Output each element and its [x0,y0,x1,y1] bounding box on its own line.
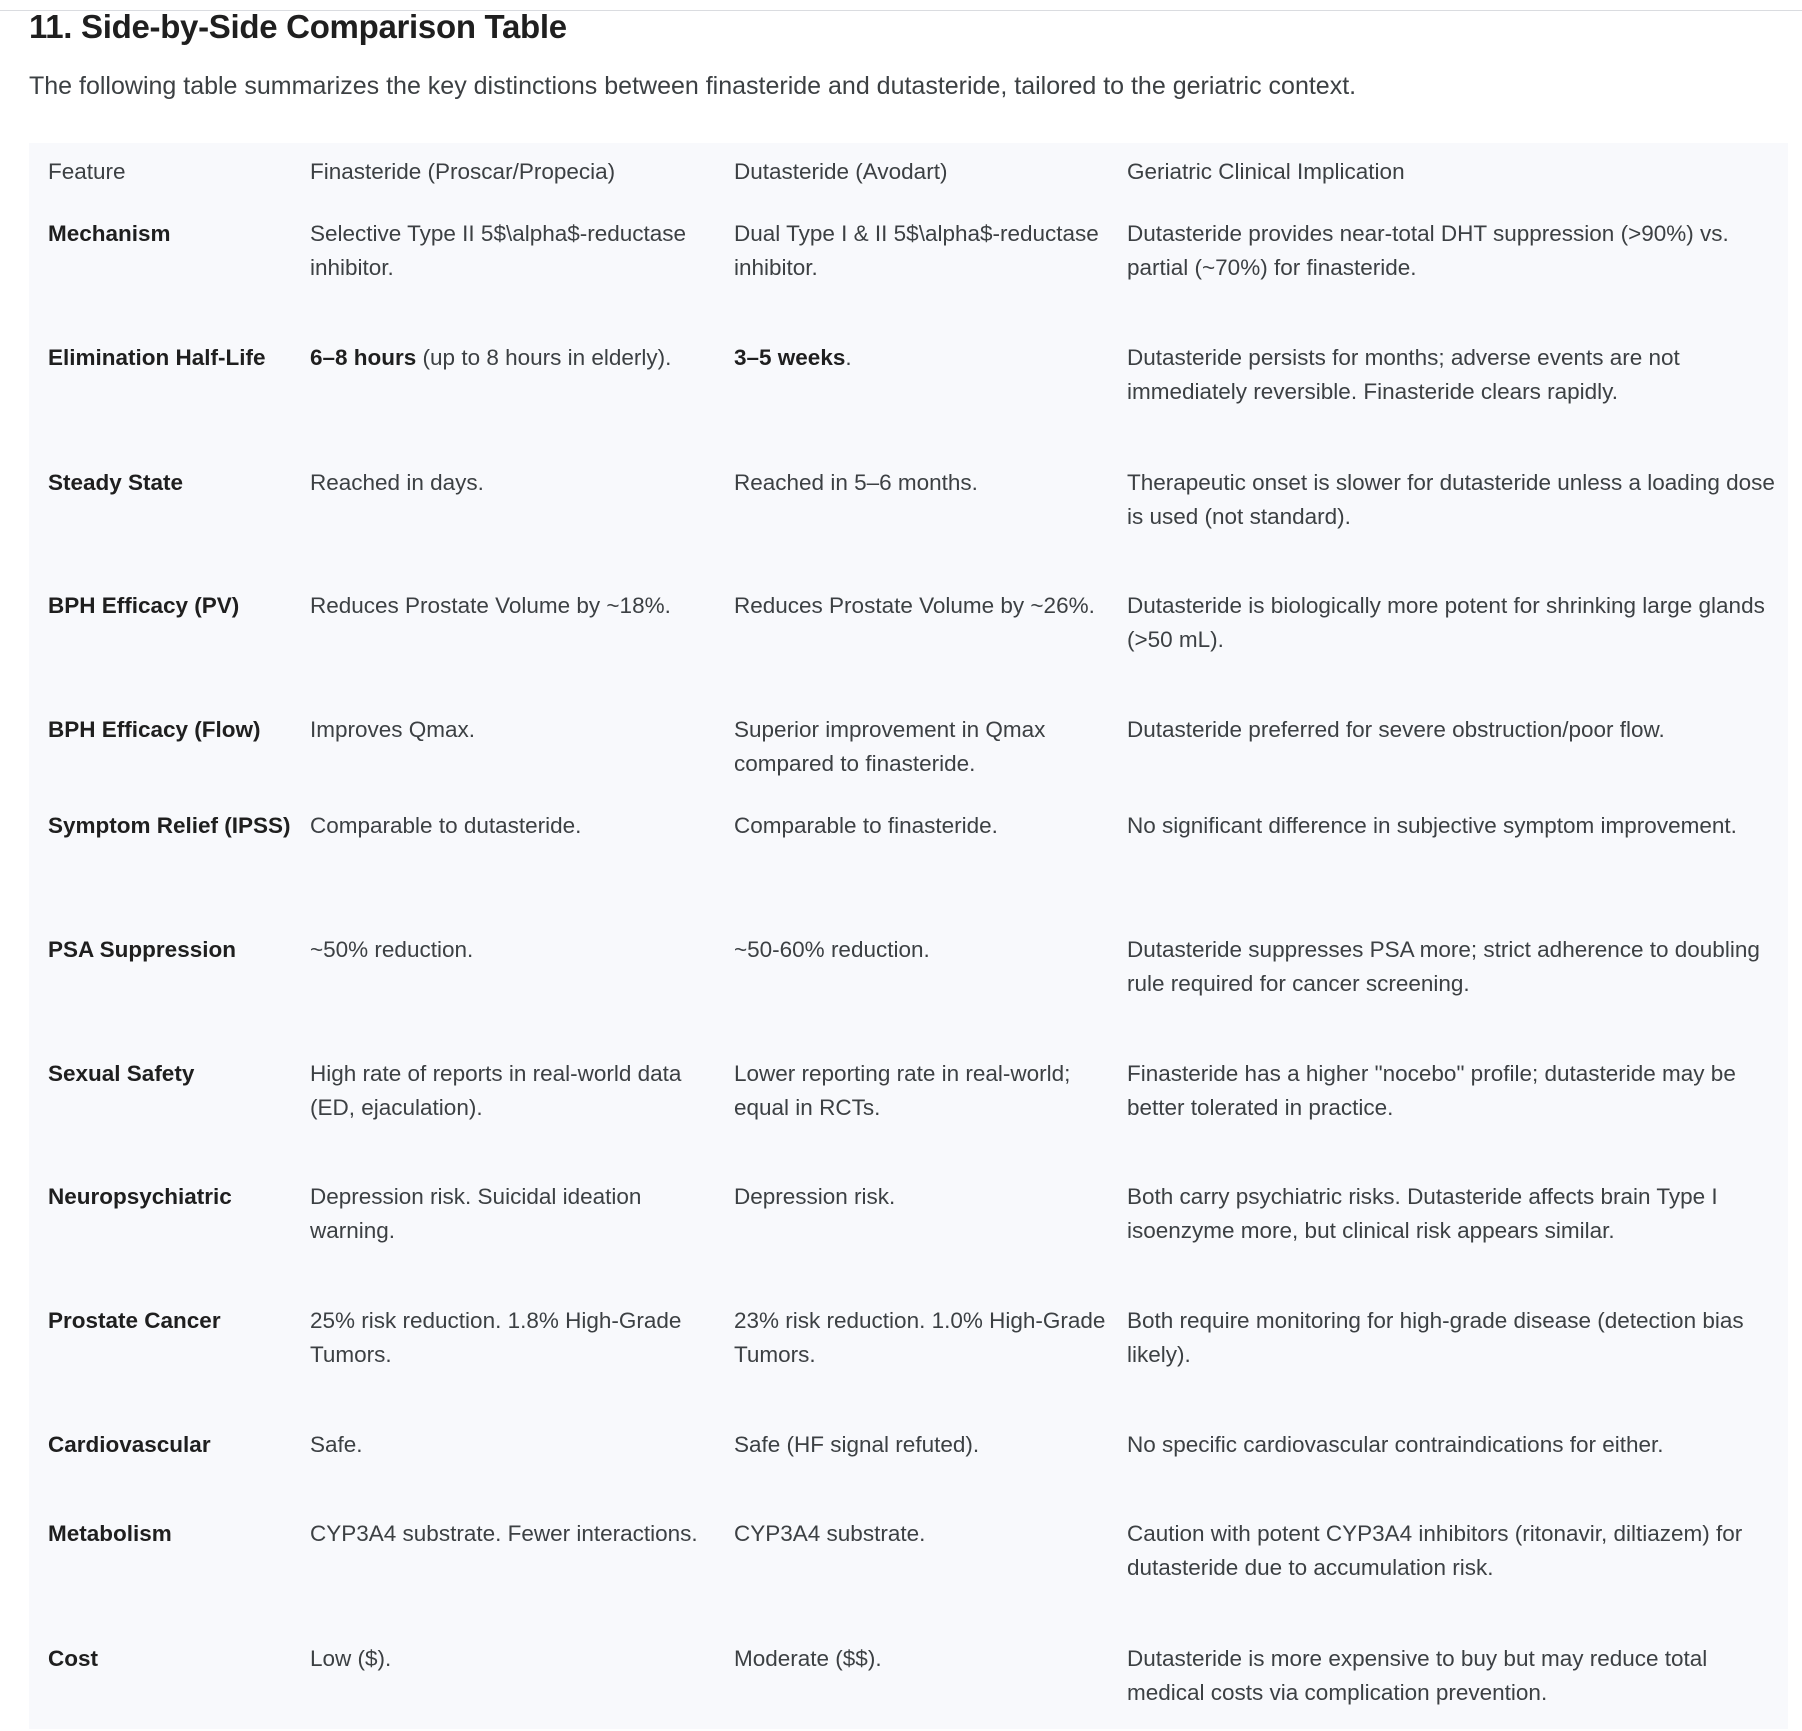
cell-text: Prostate Cancer [48,1308,221,1333]
cell-text: Elimination Half-Life [48,345,266,370]
dutasteride-cell [734,341,1127,466]
feature-cell [29,341,310,466]
cell-text: Sexual Safety [48,1061,195,1086]
cell-text: Reached in days. [310,470,484,495]
cell-text: Steady State [48,470,184,495]
table-row [29,341,1788,466]
cell-text: Moderate ($$). [734,1646,882,1671]
cell-text: Dutasteride provides near-total DHT suppression (>90%) vs. partial (~70%) for finasteride. [1127,221,1729,280]
feature-cell [29,809,310,933]
feature-cell [29,466,310,589]
cell-text: Safe. [310,1432,363,1457]
cell-text: Safe (HF signal refuted). [734,1432,980,1457]
table-row [29,466,1788,589]
cell-text: CYP3A4 substrate. [734,1521,926,1546]
implication-cell [1127,713,1788,809]
dutasteride-cell [734,466,1127,589]
cell-text: Both carry psychiatric risks. Dutasteride affects brain Type I isoenzyme more, but clinical risk appears similar. [1127,1184,1718,1243]
cell-text: Neuropsychiatric [48,1184,232,1209]
table-row [29,1304,1788,1428]
cell-text: 23% risk reduction. 1.0% High-Grade Tumors. [734,1308,1106,1367]
column-header: Finasteride (Proscar/Propecia) [310,159,616,184]
cell-text: Mechanism [48,221,171,246]
cell-text: Superior improvement in Qmax compared to finasteride. [734,717,1046,776]
dutasteride-cell [734,217,1127,341]
dutasteride-cell [734,1180,1127,1304]
cell-text: BPH Efficacy (Flow) [48,717,261,742]
column-header: Dutasteride (Avodart) [734,159,948,184]
feature-cell [29,589,310,713]
cell-text: ~50% reduction. [310,937,474,962]
dutasteride-cell [734,589,1127,713]
table-row [29,1428,1788,1517]
cell-text: (up to 8 hours in elderly). [416,345,672,370]
cell-text: Dutasteride persists for months; adverse events are not immediately reversible. Finasteride clears rapidly. [1127,345,1680,404]
finasteride-cell [310,1517,734,1642]
cell-text: Dual Type I & II 5$\alpha$-reductase inhibitor. [734,221,1099,280]
table-row [29,1180,1788,1304]
comparison-table-container [29,143,1788,1729]
implication-cell [1127,1517,1788,1642]
cell-text: Comparable to finasteride. [734,813,998,838]
finasteride-cell [310,1180,734,1304]
finasteride-cell [310,1428,734,1517]
dutasteride-cell [734,809,1127,933]
table-row [29,1642,1788,1729]
cell-text: Symptom Relief (IPSS) [48,813,291,838]
finasteride-cell [310,809,734,933]
finasteride-cell [310,1642,734,1729]
table-row [29,1057,1788,1180]
cell-text: Dutasteride is biologically more potent for shrinking large glands (>50 mL). [1127,593,1765,652]
feature-cell [29,217,310,341]
dutasteride-cell [734,1517,1127,1642]
cell-text: No specific cardiovascular contraindications for either. [1127,1432,1664,1457]
cell-text: Metabolism [48,1521,172,1546]
finasteride-cell [310,466,734,589]
cell-text: ~50-60% reduction. [734,937,930,962]
cell-text: Depression risk. [734,1184,896,1209]
table-row [29,933,1788,1057]
dutasteride-cell [734,933,1127,1057]
cell-text: Both require monitoring for high-grade disease (detection bias likely). [1127,1308,1744,1367]
feature-cell [29,933,310,1057]
feature-cell [29,1428,310,1517]
cell-text: Caution with potent CYP3A4 inhibitors (ritonavir, diltiazem) for dutasteride due to accumulation risk. [1127,1521,1743,1580]
cell-text: Selective Type II 5$\alpha$-reductase inhibitor. [310,221,687,280]
finasteride-cell [310,589,734,713]
cell-text: No significant difference in subjective symptom improvement. [1127,813,1737,838]
cell-text: BPH Efficacy (PV) [48,593,240,618]
table-row [29,1517,1788,1642]
cell-text: PSA Suppression [48,937,236,962]
column-header: Geriatric Clinical Implication [1127,159,1405,184]
cell-text: Reached in 5–6 months. [734,470,978,495]
finasteride-cell [310,1057,734,1180]
cell-text: Depression risk. Suicidal ideation warning. [310,1184,642,1243]
cell-text: Low ($). [310,1646,392,1671]
cell-text: Improves Qmax. [310,717,476,742]
cell-text: CYP3A4 substrate. Fewer interactions. [310,1521,698,1546]
implication-cell [1127,1428,1788,1517]
feature-cell [29,1304,310,1428]
implication-cell [1127,809,1788,933]
dutasteride-cell [734,1304,1127,1428]
cell-text: Reduces Prostate Volume by ~18%. [310,593,671,618]
implication-cell [1127,933,1788,1057]
cell-text: Cost [48,1646,98,1671]
finasteride-cell [310,713,734,809]
comparison-table [29,143,1788,1729]
table-row [29,589,1788,713]
cell-text: 25% risk reduction. 1.8% High-Grade Tumors. [310,1308,682,1367]
cell-text: Lower reporting rate in real-world; equal in RCTs. [734,1061,1071,1120]
cell-text: Cardiovascular [48,1432,211,1457]
implication-cell [1127,217,1788,341]
cell-text: Finasteride has a higher "nocebo" profile; dutasteride may be better tolerated in practice. [1127,1061,1736,1120]
finasteride-cell [310,341,734,466]
table-row [29,809,1788,933]
bold-value: 6–8 hours [310,345,417,370]
implication-cell [1127,341,1788,466]
implication-cell [1127,1180,1788,1304]
cell-text: Dutasteride suppresses PSA more; strict adherence to doubling rule required for cancer screening. [1127,937,1760,996]
feature-cell [29,713,310,809]
cell-text: Reduces Prostate Volume by ~26%. [734,593,1095,618]
cell-text: High rate of reports in real-world data (ED, ejaculation). [310,1061,682,1120]
feature-cell [29,1642,310,1729]
dutasteride-cell [734,1057,1127,1180]
table-row [29,217,1788,341]
cell-text: . [845,345,852,370]
dutasteride-cell [734,713,1127,809]
dutasteride-cell [734,1642,1127,1729]
section-intro: The following table summarizes the key distinctions between finasteride and dutasteride, tailored to the geriatric context. [29,72,1357,100]
column-header: Feature [48,159,126,184]
cell-text: Therapeutic onset is slower for dutasteride unless a loading dose is used (not standard). [1127,470,1775,529]
cell-text: Comparable to dutasteride. [310,813,582,838]
finasteride-cell [310,217,734,341]
implication-cell [1127,589,1788,713]
implication-cell [1127,1642,1788,1729]
cell-text: Dutasteride is more expensive to buy but may reduce total medical costs via complication prevention. [1127,1646,1708,1705]
dutasteride-cell [734,1428,1127,1517]
feature-cell [29,1057,310,1180]
feature-cell [29,1517,310,1642]
finasteride-cell [310,933,734,1057]
implication-cell [1127,1057,1788,1180]
implication-cell [1127,1304,1788,1428]
finasteride-cell [310,1304,734,1428]
table-header-row [29,143,1788,217]
bold-value: 3–5 weeks [734,345,846,370]
section-title: 11. Side-by-Side Comparison Table [29,8,567,45]
feature-cell [29,1180,310,1304]
cell-text: Dutasteride preferred for severe obstruction/poor flow. [1127,717,1665,742]
table-row [29,713,1788,809]
implication-cell [1127,466,1788,589]
